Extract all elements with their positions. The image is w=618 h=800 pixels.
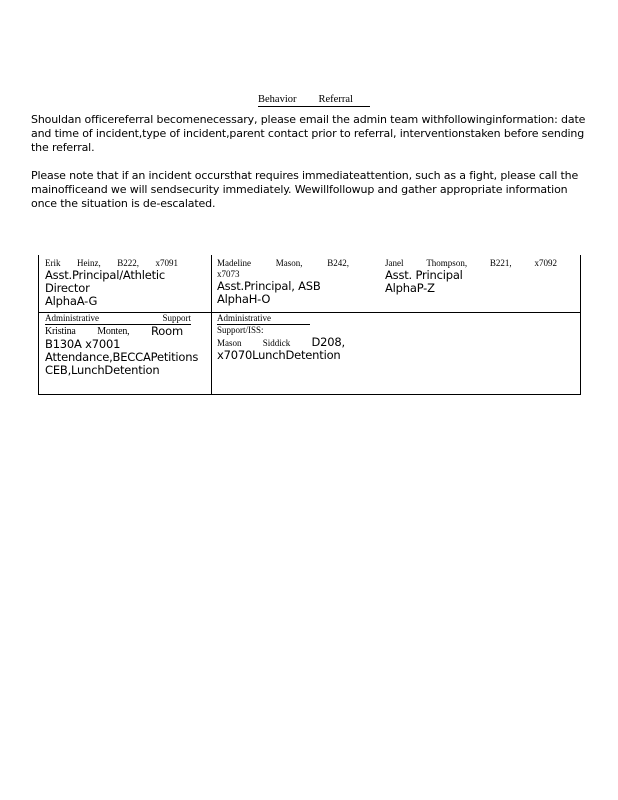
contact-role <box>217 280 349 306</box>
page-title <box>258 94 370 107</box>
contact-cell-thompson <box>385 258 557 295</box>
alpha-range: AlphaA-G <box>45 294 98 308</box>
support-room-label: Room <box>151 324 183 338</box>
support-line: Attendance,BECCAPetitions <box>45 350 199 364</box>
support-heading-word: Administrative <box>45 313 99 323</box>
contact-first-name: Madeline <box>217 258 251 268</box>
column-divider <box>211 255 212 394</box>
role-line: Director <box>45 281 90 295</box>
contact-last-name: Heinz, <box>76 258 101 268</box>
title-word-1: Behavior <box>258 94 297 105</box>
contact-role <box>45 269 185 308</box>
contact-first-name: Erik <box>45 258 61 268</box>
support-last-name: Siddick <box>262 338 291 348</box>
alpha-range: AlphaP-Z <box>385 281 435 295</box>
support-heading-word: Support/ISS: <box>217 325 264 335</box>
contact-room: B242, <box>327 258 349 268</box>
support-subheading <box>217 325 377 336</box>
support-cell-monten <box>45 313 205 377</box>
support-heading-word: Administrative <box>217 313 271 323</box>
role-line: Asst. Principal <box>385 268 463 282</box>
contact-first-name: Janel <box>385 258 404 268</box>
contact-extension: x7073 <box>217 269 240 279</box>
contact-room: B222, <box>117 258 139 268</box>
support-first-name: Mason <box>217 338 242 348</box>
contact-cell-mason <box>217 258 349 306</box>
role-line: Asst.Principal/Athletic <box>45 268 166 282</box>
role-line: Asst.Principal, ASB <box>217 279 321 293</box>
contact-extension: x7092 <box>534 258 557 268</box>
support-line: CEB,LunchDetention <box>45 363 160 377</box>
support-line: x7070LunchDetention <box>217 348 341 362</box>
urgent-incident-note: Please note that if an incident occursthat requires immediateattention, such as a fight, please call the mainofficeand we will sendsecurity immediately. Wewillfollowup and gather appropriate information once the situation is de-escalated. <box>31 169 579 210</box>
support-heading-word: Support <box>162 313 191 323</box>
contact-role <box>385 269 557 295</box>
support-details <box>45 338 205 377</box>
contact-extension: x7091 <box>155 258 178 268</box>
support-line: B130A x7001 <box>45 337 121 351</box>
contact-cell-heinz <box>45 258 185 308</box>
contact-room: B221, <box>489 258 512 268</box>
contact-last-name: Thompson, <box>426 258 468 268</box>
support-first-name: Kristina <box>45 326 76 337</box>
support-last-name: Monten, <box>97 326 130 337</box>
support-details <box>217 349 377 362</box>
support-room: D208, <box>311 335 345 349</box>
contact-table <box>38 255 581 395</box>
contact-header <box>217 258 349 269</box>
support-heading <box>217 313 310 325</box>
support-cell-siddick <box>217 313 377 362</box>
title-word-2: Referral <box>318 94 353 105</box>
alpha-range: AlphaH-O <box>217 292 271 306</box>
contact-last-name: Mason, <box>275 258 303 268</box>
referral-instructions: Shouldan officereferral becomenecessary, please email the admin team withfollowinginformation: date and time of incident,type of incident,parent contact prior to referral, interventionstaken before sending the referral. <box>31 113 586 154</box>
